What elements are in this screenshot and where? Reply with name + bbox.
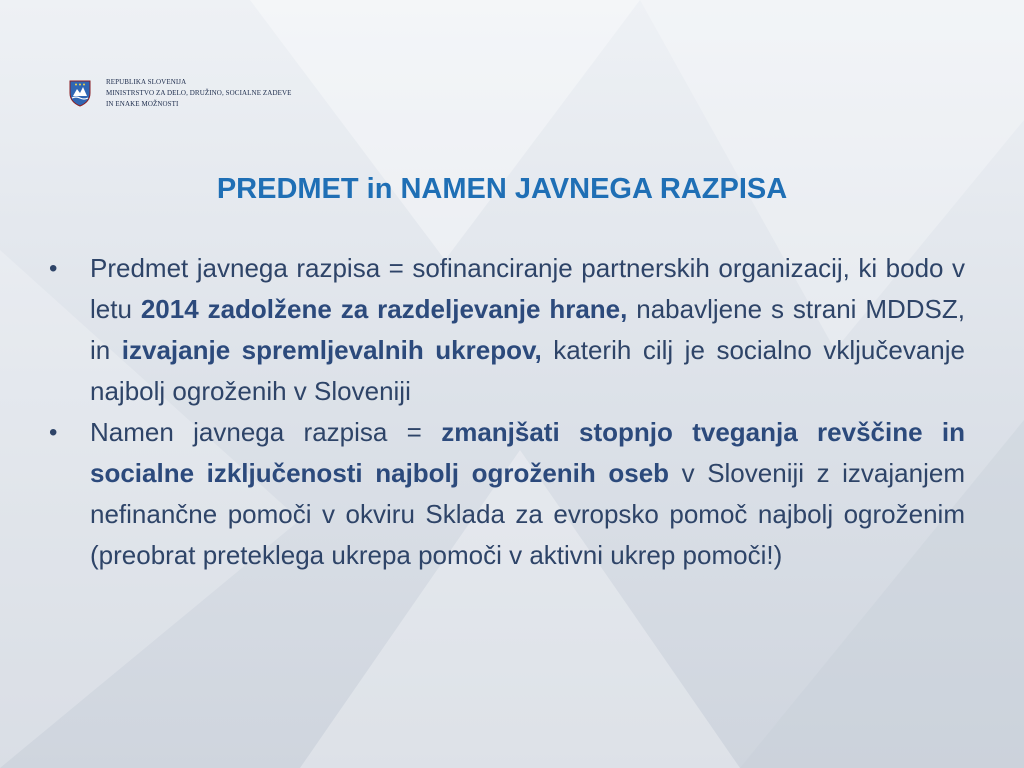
ministry-line-2: MINISTRSTVO ZA DELO, DRUŽINO, SOCIALNE ZADEVE xyxy=(106,89,292,97)
ministry-line-1: REPUBLIKA SLOVENIJA xyxy=(106,78,187,86)
bullet-bold-text: izvajanje spremljevalnih ukrepov, xyxy=(121,335,542,365)
bullet-item-subject xyxy=(45,248,965,412)
ministry-header xyxy=(68,77,292,110)
bullet-list xyxy=(45,248,965,576)
bullet-text: katerih cilj je socialno vključevanje najbolj ogroženih v Sloveniji xyxy=(90,335,965,406)
ministry-name xyxy=(106,77,292,110)
bullet-icon: • xyxy=(49,419,58,446)
bullet-bold-text: zmanjšati stopnjo tveganja revščine in socialne izključenosti najbolj ogroženih oseb xyxy=(90,417,965,488)
bullet-text: Namen javnega razpisa = xyxy=(90,417,442,447)
bullet-text: v Sloveniji z izvajanjem nefinančne pomoči v okviru Sklada za evropsko pomoč najbolj ogroženim (preobrat preteklega ukrepa pomoči v aktivni ukrep pomoči!) xyxy=(90,458,965,570)
bullet-item-purpose xyxy=(45,412,965,576)
bullet-text: Predmet javnega razpisa = sofinanciranje partnerskih organizacij, ki bodo v letu xyxy=(90,253,965,324)
bullet-text: nabavljene s strani MDDSZ, in xyxy=(90,294,965,365)
bullet-bold-text: 2014 zadolžene za razdeljevanje hrane, xyxy=(140,294,628,324)
bullet-icon: • xyxy=(49,255,58,282)
coat-of-arms-icon xyxy=(68,79,92,107)
ministry-line-3: IN ENAKE MOŽNOSTI xyxy=(106,100,179,108)
slide-title: PREDMET in NAMEN JAVNEGA RAZPISA xyxy=(216,173,788,205)
